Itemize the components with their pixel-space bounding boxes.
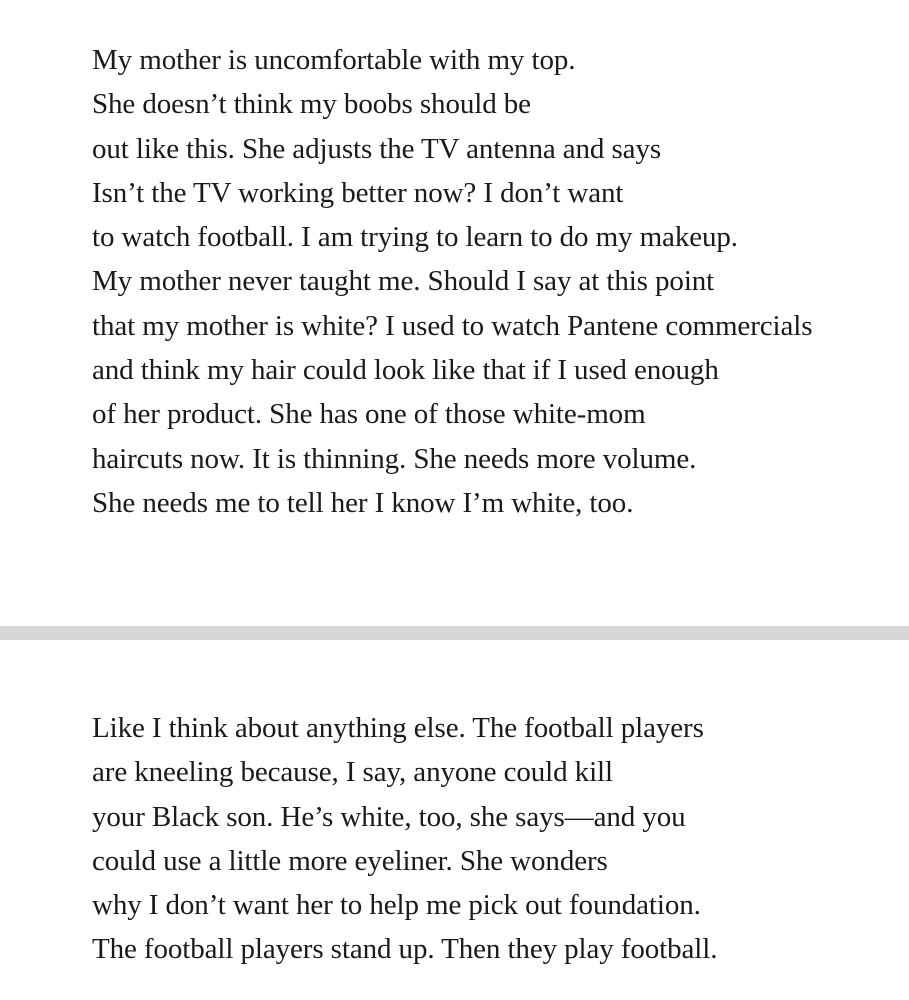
poem-line: My mother never taught me. Should I say at this point bbox=[92, 265, 715, 298]
poem-line: haircuts now. It is thinning. She needs more volume. bbox=[92, 442, 697, 475]
page-divider bbox=[0, 626, 909, 640]
poem-line: why I don’t want her to help me pick out foundation. bbox=[92, 889, 701, 922]
poem-line: to watch football. I am trying to learn to do my makeup. bbox=[92, 221, 738, 254]
poem-line: Like I think about anything else. The football players bbox=[92, 712, 704, 744]
poem-line: She doesn’t think my boobs should be bbox=[92, 88, 531, 121]
poem-line: and think my hair could look like that if I used enough bbox=[92, 354, 719, 387]
poem-line: of her product. She has one of those white-mom bbox=[92, 398, 646, 431]
poem-line: Isn’t the TV working better now? I don’t want bbox=[92, 176, 624, 209]
poem-stanza-1 bbox=[92, 38, 812, 525]
poem-line: She needs me to tell her I know I’m white, too. bbox=[92, 486, 634, 519]
poem-line: could use a little more eyeliner. She wonders bbox=[92, 844, 608, 877]
poem-line: out like this. She adjusts the TV antenna and says bbox=[92, 132, 662, 165]
poem-line: your Black son. He’s white, too, she says—and you bbox=[92, 800, 686, 833]
poem-line: The football players stand up. Then they play football. bbox=[92, 933, 718, 966]
poem-stanza-2 bbox=[92, 706, 717, 972]
poem-line: My mother is uncomfortable with my top. bbox=[92, 44, 576, 76]
poem-line: that my mother is white? I used to watch Pantene commercials bbox=[92, 309, 813, 342]
poem-line: are kneeling because, I say, anyone could kill bbox=[92, 756, 613, 789]
